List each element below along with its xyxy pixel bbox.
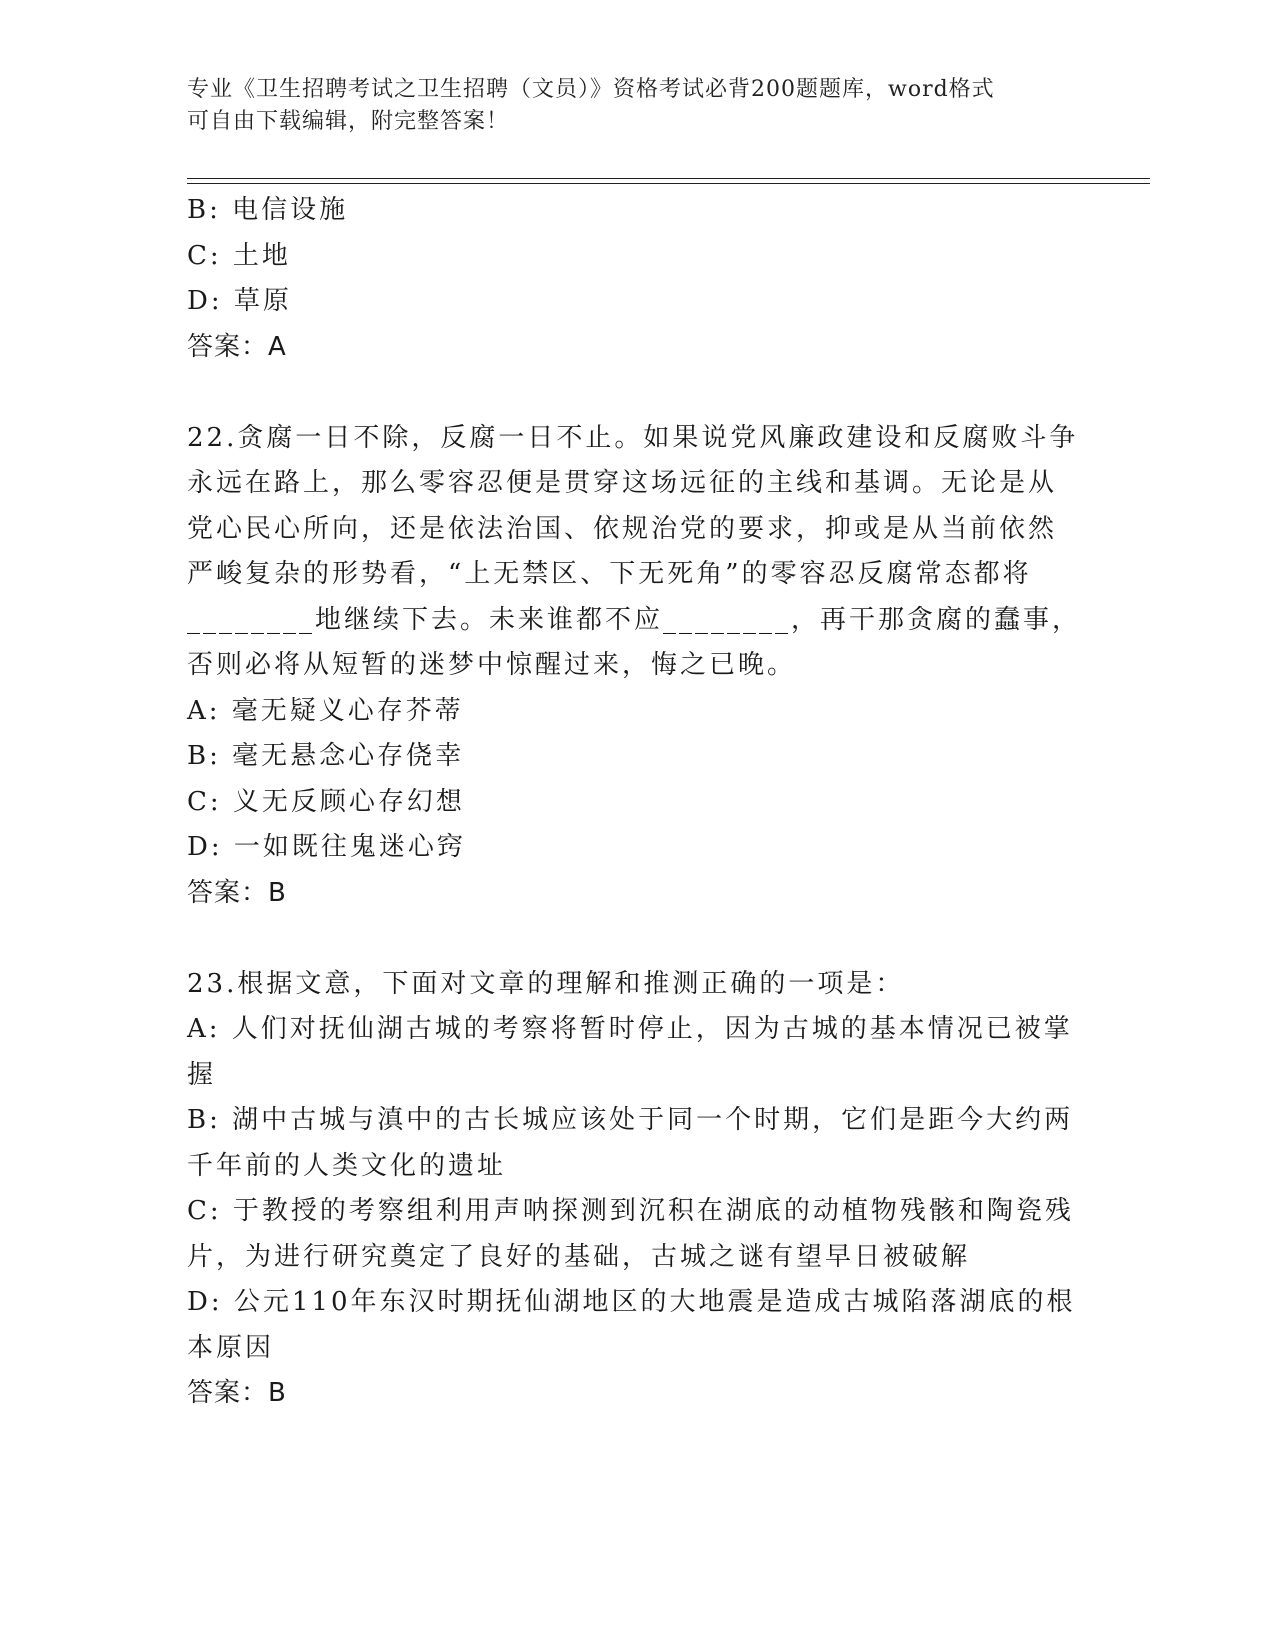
question-stem-line: 严峻复杂的形势看，“上无禁区、下无死角”的零容忍反腐常态都将 — [187, 559, 1032, 589]
question-stem-line: 22.贪腐一日不除，反腐一日不止。如果说党风廉政建设和反腐败斗争 — [187, 422, 1079, 453]
question-stem-line: 永远在路上，那么零容忍便是贯穿这场远征的主线和基调。无论是从 — [187, 468, 1058, 498]
header-rule-bottom — [187, 183, 1150, 184]
option-c: C: 义无反顾心存幻想 — [187, 786, 465, 817]
header-line-1: 专业《卫生招聘考试之卫生招聘（文员）》资格考试必背200题题库，word格式 — [187, 77, 995, 102]
option-c: C: 于教授的考察组利用声呐探测到沉积在湖底的动植物残骸和陶瓷残 — [187, 1196, 1074, 1226]
option-b-continued: 千年前的人类文化的遗址 — [187, 1150, 507, 1181]
spacer — [187, 916, 1067, 962]
header-rule-top — [187, 178, 1150, 179]
spacer — [187, 370, 1067, 416]
option-d: D: 公元110年东汉时期抚仙湖地区的大地震是造成古城陷落湖底的根 — [187, 1287, 1076, 1317]
option-a: A: 毫无疑义心存芥蒂 — [187, 695, 464, 726]
question-22 — [187, 416, 1082, 917]
question-23 — [187, 962, 1076, 1417]
option-a: A: 人们对抚仙湖古城的考察将暂时停止，因为古城的基本情况已被掌 — [187, 1014, 1073, 1044]
option-d: D: 一如既往鬼迷心窍 — [187, 832, 466, 862]
answer-line: 答案：B — [187, 877, 287, 908]
question-stem-line: 23.根据文意，下面对文章的理解和推测正确的一项是： — [187, 968, 905, 999]
option-d: D: 草原 — [187, 286, 292, 316]
answer-line: 答案：B — [187, 1378, 287, 1408]
option-b: B: 湖中古城与滇中的古长城应该处于同一个时期，它们是距今大约两 — [187, 1105, 1074, 1135]
option-c-continued: 片，为进行研究奠定了良好的基础，古城之谜有望早日被破解 — [187, 1241, 971, 1272]
question-stem-line: 否则必将从短暂的迷梦中惊醒过来，悔之已晚。 — [187, 650, 797, 680]
option-d-continued: 本原因 — [187, 1332, 275, 1363]
question-stem-line: 党心民心所向，还是依法治国、依规治党的要求，抑或是从当前依然 — [187, 513, 1058, 544]
question-21-tail — [187, 188, 1067, 370]
option-b: B: 电信设施 — [187, 195, 349, 225]
document-header — [187, 74, 1067, 138]
answer-line: 答案：A — [187, 331, 287, 362]
option-b: B: 毫无悬念心存侥幸 — [187, 741, 465, 771]
option-a-continued: 握 — [187, 1059, 217, 1090]
document-body — [187, 188, 1082, 1417]
option-c: C: 土地 — [187, 240, 291, 271]
question-stem-line: ________地继续下去。未来谁都不应________，再干那贪腐的蠢事， — [187, 604, 1082, 635]
header-line-2: 可自由下载编辑，附完整答案！ — [187, 109, 510, 134]
